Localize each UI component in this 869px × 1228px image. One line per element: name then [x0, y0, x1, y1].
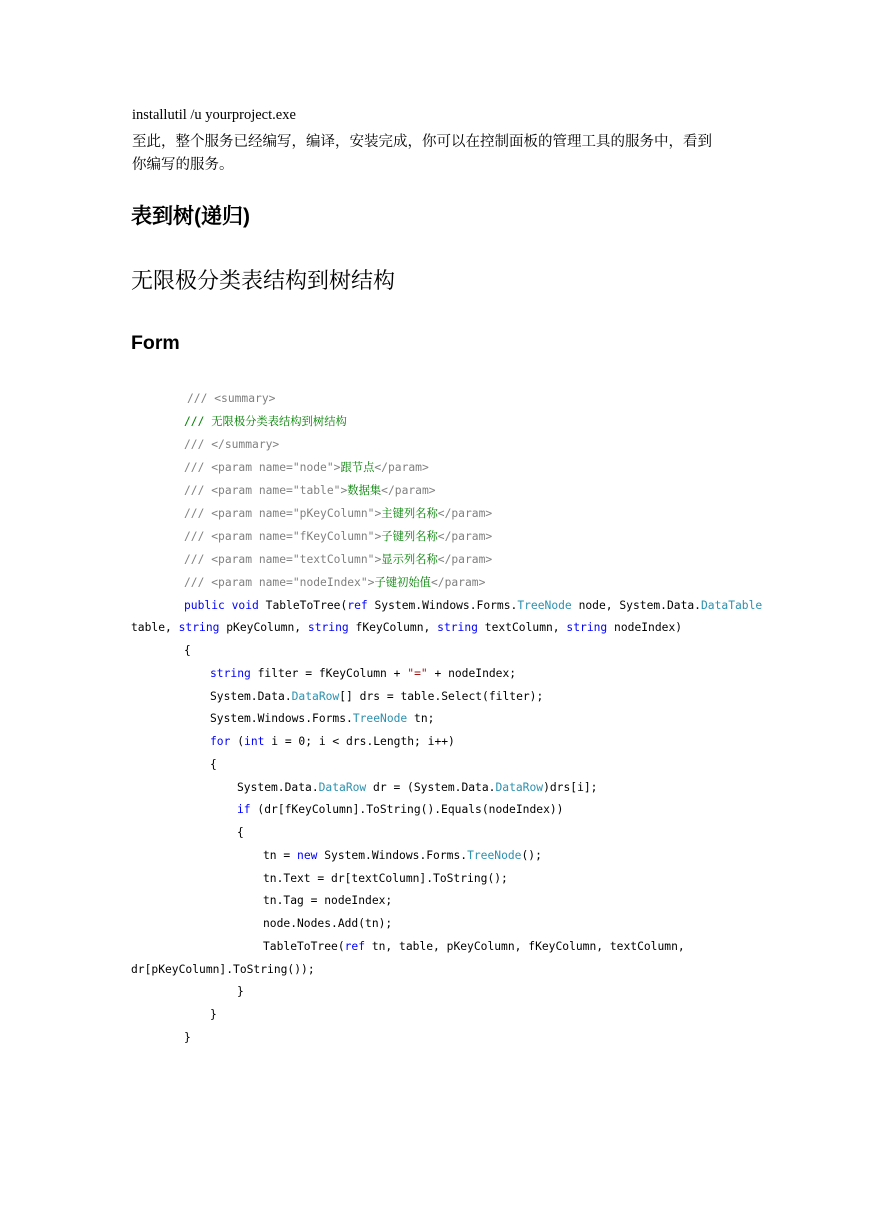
heading-table-to-tree: 表到树(递归): [131, 205, 250, 228]
code-line-if: if (dr[fKeyColumn].ToString().Equals(nodeIndex)): [237, 803, 564, 816]
code-line-tn-tag: tn.Tag = nodeIndex;: [263, 894, 393, 907]
code-line-summary-open: /// <summary>: [187, 392, 276, 405]
code-line-recurse: TableToTree(ref tn, table, pKeyColumn, fKeyColumn, textColumn,: [263, 940, 685, 953]
heading-infinite-category: 无限极分类表结构到树结构: [131, 268, 396, 293]
code-line-param-text: /// <param name="textColumn">显示列名称</param>: [184, 553, 493, 566]
code-line-recurse-cont: dr[pKeyColumn].ToString());: [131, 963, 315, 976]
uninstall-command: installutil /u yourproject.exe: [132, 107, 296, 123]
code-line-for-brace-open: {: [210, 758, 217, 771]
code-line-for: for (int i = 0; i < drs.Length; i++): [210, 735, 455, 748]
code-line-if-brace-close: }: [237, 985, 244, 998]
code-line-tn-decl: System.Windows.Forms.TreeNode tn;: [210, 712, 435, 725]
code-line-if-brace-open: {: [237, 826, 244, 839]
code-line-brace-close: }: [184, 1031, 191, 1044]
code-line-signature: public void TableToTree(ref System.Windows.Forms.TreeNode node, System.Data.DataTable: [184, 599, 763, 612]
code-line-summary-close: /// </summary>: [184, 438, 280, 451]
code-line-drs: System.Data.DataRow[] drs = table.Select(filter);: [210, 690, 544, 703]
code-line-param-node: /// <param name="node">跟节点</param>: [184, 461, 429, 474]
heading-form: Form: [131, 332, 180, 354]
code-line-summary-text: /// 无限极分类表结构到树结构: [184, 415, 347, 428]
summary-text-line-1: 至此，整个服务已经编写，编译，安装完成，你可以在控制面板的管理工具的服务中，看到: [132, 134, 712, 150]
code-line-new-treenode: tn = new System.Windows.Forms.TreeNode();: [263, 849, 542, 862]
code-line-param-fkey: /// <param name="fKeyColumn">子键列名称</param>: [184, 530, 493, 543]
code-line-dr: System.Data.DataRow dr = (System.Data.DataRow)drs[i];: [237, 781, 598, 794]
summary-text-line-2: 你编写的服务。: [132, 157, 234, 173]
code-line-param-pkey: /// <param name="pKeyColumn">主键列名称</param>: [184, 507, 493, 520]
code-line-nodes-add: node.Nodes.Add(tn);: [263, 917, 393, 930]
code-line-filter: string filter = fKeyColumn + "=" + nodeIndex;: [210, 667, 517, 680]
code-line-param-index: /// <param name="nodeIndex">子键初始值</param>: [184, 576, 486, 589]
code-line-for-brace-close: }: [210, 1008, 217, 1021]
code-line-tn-text: tn.Text = dr[textColumn].ToString();: [263, 872, 508, 885]
code-line-signature-cont: table, string pKeyColumn, string fKeyColumn, string textColumn, string nodeIndex): [131, 621, 683, 634]
code-line-param-table: /// <param name="table">数据集</param>: [184, 484, 436, 497]
code-line-brace-open: {: [184, 644, 191, 657]
